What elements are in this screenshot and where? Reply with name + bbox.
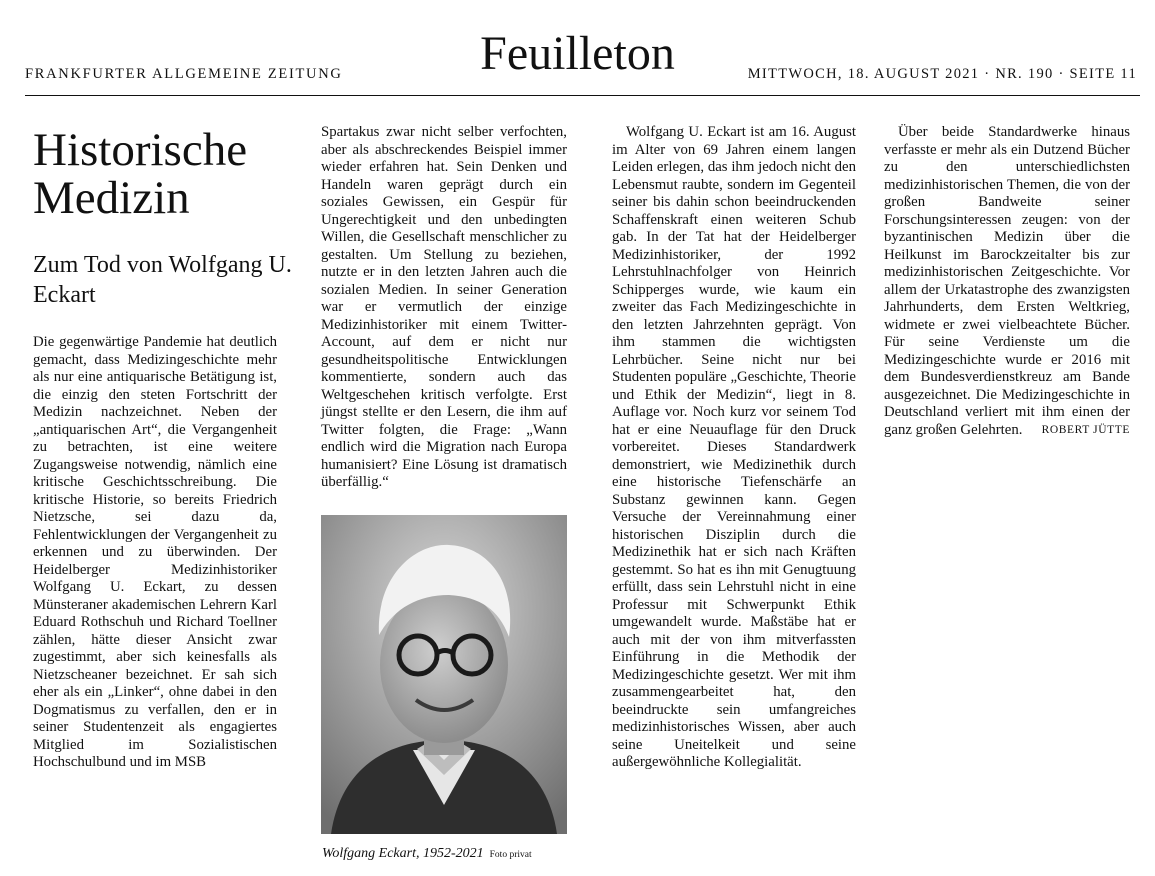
- column-3-text: Wolfgang U. Eckart ist am 16. August im Alter von 69 Jahren einem langen Leiden erlegen, das ihm jedoch nicht den Lebensmut raubte, sondern im Gegenteil seiner bis dahin schon beeindruckenden Schaffenskraft einen weiteren Schub gab. In der Tat hat der Heidelberger Medizinhistoriker, der 1992 Lehrstuhlnachfolger von Heinrich Schipperges wurde, wie kaum ein zweiter das Fach Medizingeschichte in den letzten Jahrzehnten geprägt. Von ihm stammen die wichtigsten Lehrbücher. Seine nicht nur bei Studenten populäre „Geschichte, Theorie und Ethik der Medizin“, liegt in 8. Auflage vor. Noch kurz vor seinem Tod hat er eine Neuauflage für den Druck vorbereitet. Dieses Standardwerk demonstriert, wie Medizinethik durch eine historische Tiefenschärfe an Substanz gewinnen kann. Gegen Versuche der Vereinnahmung einer historischen Disziplin durch die Medizinethik hat er sich nach Kräften gestemmt. So hat es ihn mit Genugtuung erfüllt, dass sein Lehrstuhl nicht in eine Professur mit Schwerpunkt Ethik umgewandelt wurde. Maßstäbe hat er auch mit der von ihm mitverfassten Einführung in die Methodik der Medizingeschichte gesetzt. Wer mit ihm zusammengearbeitet hat, den beeindruckte sein umfangreiches medizinhistorisches Wissen, aber auch seine Uneitelkeit und seine außergewöhnliche Kollegialität.: [612, 124, 856, 770]
- headline: Historische Medizin: [33, 124, 248, 224]
- article-column-4: [884, 124, 1130, 439]
- column-4-text: Über beide Standardwerke hinaus verfasste er mehr als ein Dutzend Bücher zu den unterschiedlichsten medizinhistorischen Themen, die von der großen Bandweite seiner Forschungsinteressen zeugen: von der byzantinischen Medizin über die Heilkunst im Barockzeitalter bis zur medizinhistorischen Zeitgeschichte. Vor allem der Urkatastrophe des zwanzigsten Jahrhunderts, dem Ersten Weltkrieg, widmete er zwei vielbeachtete Bücher. Für seine Verdienste um die Medizingeschichte wurde er 2016 mit dem Bundesverdienstkreuz am Bande ausgezeichnet. Die Medizingeschichte in Deutschland verliert mit ihm einen der ganz großen Gelehrten.: [884, 124, 1130, 438]
- section-title: Feuilleton: [480, 27, 675, 80]
- portrait-photo: [321, 515, 567, 834]
- photo-caption: [322, 846, 582, 862]
- caption-text: Wolfgang Eckart, 1952-2021: [322, 846, 484, 861]
- column-4-paragraph: [884, 124, 1130, 439]
- dateline: MITTWOCH, 18. AUGUST 2021 · NR. 190 · SEITE 11: [747, 66, 1137, 82]
- author-byline: ROBERT JÜTTE: [1041, 423, 1130, 436]
- portrait-illustration: [321, 515, 567, 834]
- article-column-2: [321, 124, 567, 492]
- masthead-rule: [25, 95, 1140, 96]
- photo-credit: Foto privat: [489, 850, 532, 860]
- article-column-3: [612, 124, 856, 772]
- column-1-text: Die gegenwärtige Pandemie hat deutlich gemacht, dass Medizingeschichte mehr als nur eine antiquarische Betätigung ist, die einzig den steten Fortschritt der Medizin nachzeichnet. Neben der „antiquarischen Art“, die Vergangenheit zu betrachten, ist eine weitere Zugangsweise notwendig, nämlich eine kritische Geschichtsschreibung. Die kritische Historie, so bereits Friedrich Nietzsche, sei dazu da, Fehlentwicklungen der Vergangenheit zu erkennen und zu überwinden. Der Heidelberger Medizinhistoriker Wolfgang U. Eckart, zu dessen Münsteraner akademischen Lehrern Karl Eduard Rothschuh und Richard Toellner zählen, hätte dieser Ansicht zwar zugestimmt, aber sich keinesfalls als Nietzscheaner bezeichnet. Er sah sich eher als ein „Linker“, ohne dabei in den Dogmatismus zu verfallen, den er in seiner Studentenzeit als engagiertes Mitglied im Sozialistischen Hochschulbund und im MSB: [33, 334, 277, 770]
- newspaper-name: FRANKFURTER ALLGEMEINE ZEITUNG: [25, 66, 343, 82]
- article-column-1: [33, 334, 277, 772]
- column-2-text: Spartakus zwar nicht selber verfochten, aber als abschreckendes Beispiel immer wieder erfahren hat. Sein Denken und Handeln waren geprägt durch ein soziales Gewissen, ein Gespür für Ungerechtigkeit und den unbedingten Willen, die Gesellschaft menschlicher zu gestalten. Um Stellung zu beziehen, nutzte er in den letzten Jahren auch die sozialen Medien. In seiner Generation war er vermutlich der einzige Medizinhistoriker mit einem Twitter-Account, auf dem er nicht nur gesundheitspolitische Entwicklungen kommentierte, sondern auch das Weltgeschehen kritisch verfolgte. Erst jüngst stellte er den Lesern, die ihm auf Twitter folgten, die Frage: „Wann endlich wird die Migration nach Europa humanisiert? Eine Lösung ist dramatisch überfällig.“: [321, 124, 567, 490]
- subheadline: Zum Tod von Wolfgang U. Eckart: [33, 252, 292, 308]
